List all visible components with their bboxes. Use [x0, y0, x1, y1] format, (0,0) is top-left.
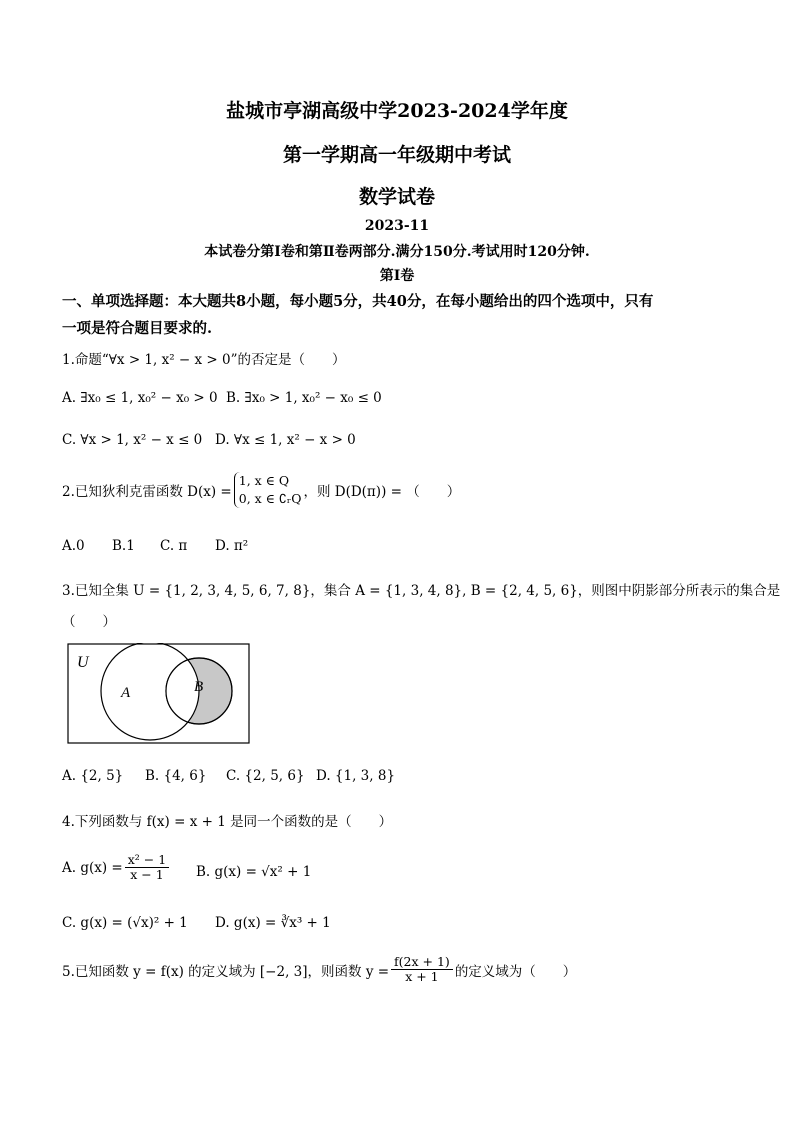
exam-note: 本试卷分第Ⅰ卷和第Ⅱ卷两部分.满分150分.考试用时120分钟. — [204, 244, 590, 260]
q2-case2: 0, x ∈ ∁ᵣQ — [238, 491, 302, 507]
q3-option-d: D. {1, 3, 8} — [316, 768, 396, 784]
q2-option-d: D. π² — [215, 538, 249, 554]
q3-option-a: A. {2, 5} — [62, 768, 124, 784]
exam-title-line1: 盐城市亭湖高级中学2023-2024学年度 — [226, 100, 568, 122]
q5-stem-post: 的定义域为（ ） — [454, 963, 577, 980]
q2-stem — [62, 472, 460, 508]
q4-option-a-fraction — [125, 853, 169, 883]
q4-stem: 4.下列函数与 f(x) = x + 1 是同一个函数的是（ ） — [62, 814, 393, 830]
exam-title-line2: 第一学期高一年级期中考试 — [282, 144, 511, 166]
q5-stem — [62, 955, 576, 985]
q1-option-a: A. ∃x₀ ≤ 1, x₀² − x₀ > 0 — [62, 390, 218, 406]
q1-stem: 1.命题“∀x > 1, x² − x > 0”的否定是（ ） — [62, 352, 346, 368]
volume-label: 第Ⅰ卷 — [379, 268, 415, 284]
exam-date: 2023-11 — [364, 218, 430, 234]
q3-option-c: C. {2, 5, 6} — [226, 768, 305, 784]
q1-option-c: C. ∀x > 1, x² − x ≤ 0 — [62, 432, 203, 448]
q5-fraction — [391, 955, 453, 985]
q1-option-d: D. ∀x ≤ 1, x² − x > 0 — [215, 432, 356, 448]
q4-option-c: C. g(x) = (√x)² + 1 — [62, 915, 188, 931]
q3-stem-line2: （ ） — [62, 614, 116, 630]
venn-label-b: B — [194, 679, 204, 695]
q4-option-a-pre: A. g(x) = — [62, 859, 123, 876]
venn-label-a: A — [121, 685, 131, 701]
q2-stem-post: ，则 D(D(π)) = （ ） — [303, 484, 461, 501]
q5-stem-pre: 5.已知函数 y = f(x) 的定义域为 [−2, 3]，则函数 y = — [62, 963, 390, 980]
q2-piecewise — [234, 472, 302, 508]
q4-option-b: B. g(x) = √x² + 1 — [196, 864, 312, 880]
q2-option-c: C. π — [160, 538, 188, 554]
q2-stem-pre: 2.已知狄利克雷函数 D(x) = — [62, 484, 232, 501]
q4-option-a — [62, 853, 171, 883]
q4-option-a-numerator: x² − 1 — [125, 853, 169, 868]
q4-option-a-denominator: x − 1 — [130, 867, 164, 883]
q5-denominator: x + 1 — [405, 969, 439, 985]
q3-option-b: B. {4, 6} — [145, 768, 207, 784]
q5-numerator: f(2x + 1) — [391, 955, 453, 970]
exam-title-line3: 数学试卷 — [358, 186, 435, 208]
venn-diagram — [67, 643, 251, 745]
q2-option-a: A.0 — [62, 538, 85, 554]
section1-instructions-line2: 一项是符合题目要求的. — [62, 320, 213, 337]
q1-option-b: B. ∃x₀ > 1, x₀² − x₀ ≤ 0 — [226, 390, 382, 406]
q3-stem: 3.已知全集 U = {1, 2, 3, 4, 5, 6, 7, 8}，集合 A = {1, 3, 4, 8}, B = {2, 4, 5, 6}，则图中阴影部分所表示的集合是 — [62, 583, 781, 599]
q4-option-d: D. g(x) = ∛x³ + 1 — [215, 915, 331, 931]
venn-label-u: U — [77, 654, 89, 671]
section1-instructions-line1: 一、单项选择题：本大题共8小题，每小题5分，共40分，在每小题给出的四个选项中，只有 — [62, 293, 654, 310]
q2-option-b: B.1 — [112, 538, 135, 554]
q2-case1: 1, x ∈ Q — [238, 473, 290, 488]
